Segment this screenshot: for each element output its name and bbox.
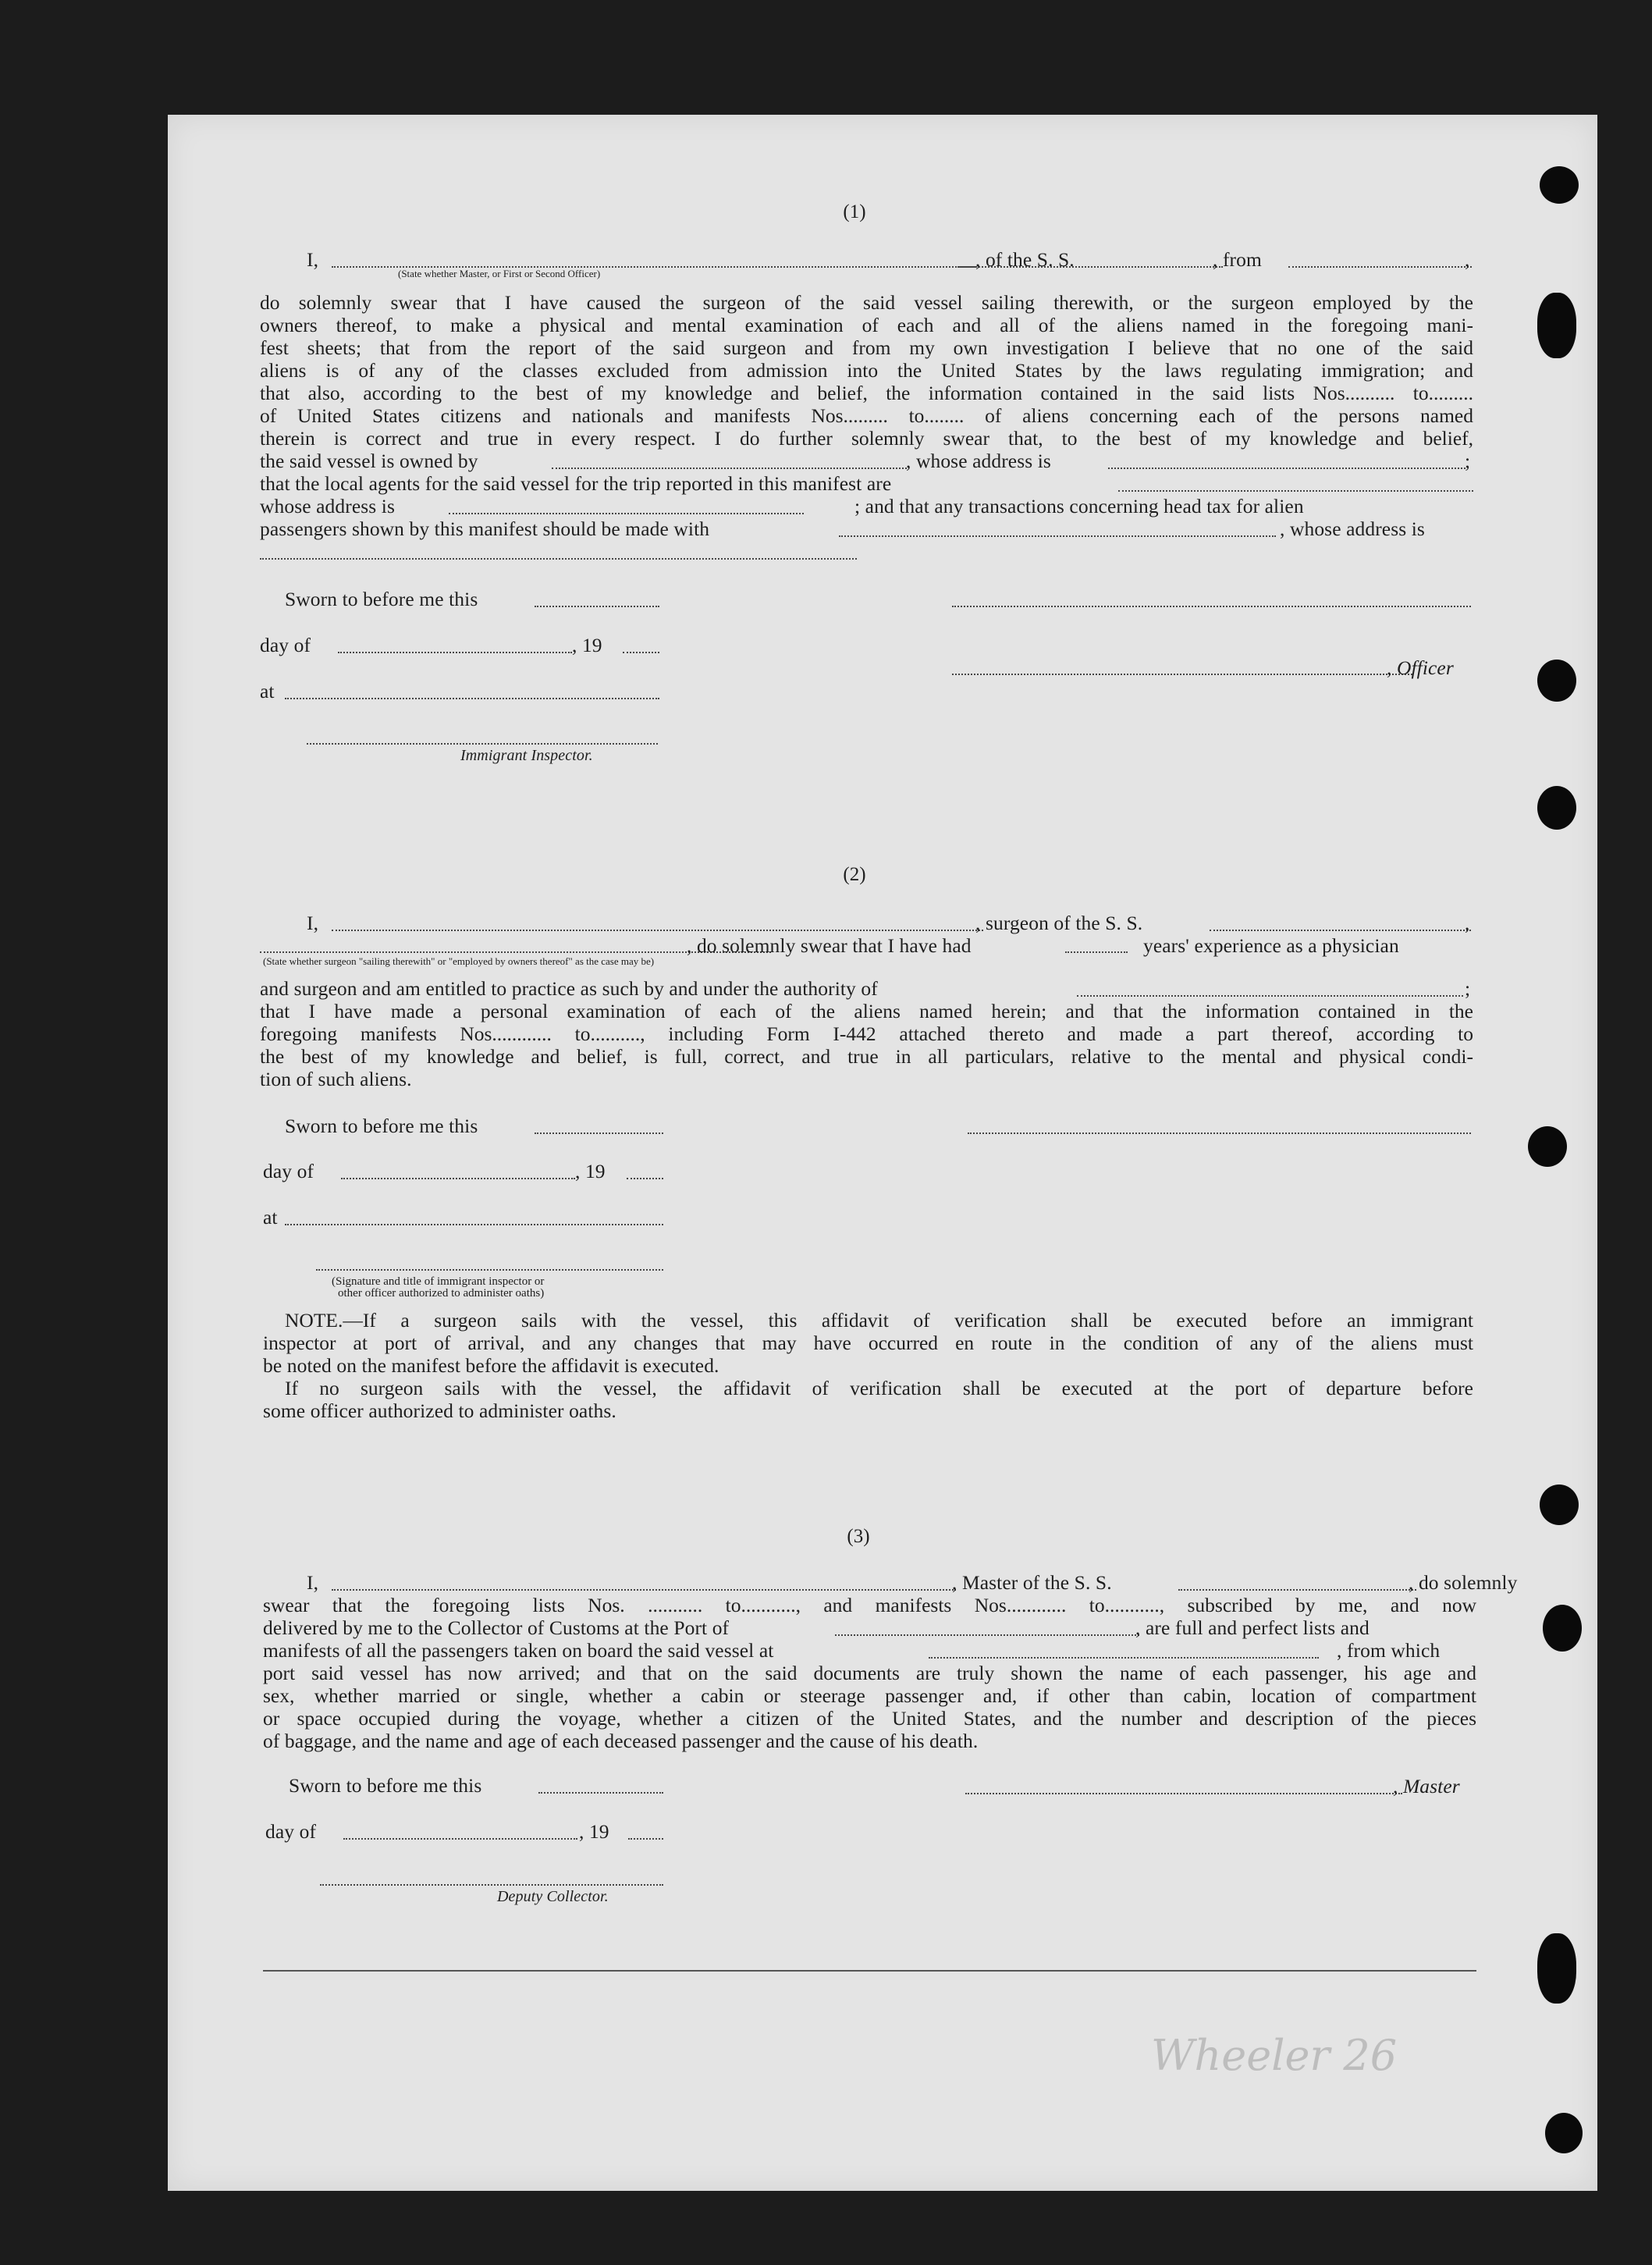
s3-month-field[interactable] xyxy=(343,1838,577,1840)
s1-year-field[interactable] xyxy=(623,652,659,653)
s3-day-of-label: day of xyxy=(265,1820,317,1843)
binder-hole-7 xyxy=(1543,1605,1582,1652)
s3-sworn-day-field[interactable] xyxy=(538,1792,663,1794)
s2-authority-label: and surgeon and am entitled to practice as such by and under the authority of xyxy=(260,977,878,1000)
s1-owner-field[interactable] xyxy=(552,468,907,469)
s3-master-label: , Master xyxy=(1393,1775,1460,1797)
s3-line-end: , do solemnly xyxy=(1409,1571,1518,1594)
s1-year-label: , 19 xyxy=(572,634,602,656)
binder-hole-9 xyxy=(1545,2113,1583,2153)
s2-para-line-2: that I have made a personal examination of each of the aliens named herein; and that the information contained in the xyxy=(260,1000,1473,1022)
s2-note-line-5: some officer authorized to administer oaths. xyxy=(263,1399,616,1422)
s1-head-tax-label: passengers shown by this manifest should be made with xyxy=(260,517,710,540)
s2-surgeon-of-label: , surgeon of the S. S. xyxy=(975,912,1143,934)
s1-sworn-label: Sworn to before me this xyxy=(285,588,478,610)
s1-owner-address-field[interactable] xyxy=(1108,468,1465,469)
s2-sworn-label: Sworn to before me this xyxy=(285,1115,478,1137)
s1-inspector-label: Immigrant Inspector. xyxy=(460,747,593,764)
s1-head-tax-party-field[interactable] xyxy=(839,535,1276,537)
s1-para-line-4: aliens is of any of the classes excluded from admission into the United States by the laws regulating immigration; and xyxy=(260,359,1473,382)
s3-master-signature-field[interactable] xyxy=(965,1793,1402,1794)
s1-para-line-6: of United States citizens and nationals and manifests Nos......... to........ of aliens concerning each of the persons named xyxy=(260,404,1473,427)
s2-para-line-5: tion of such aliens. xyxy=(260,1068,412,1090)
s1-line-i: I, xyxy=(307,248,319,271)
s3-port-field[interactable] xyxy=(835,1634,1139,1636)
s2-at-label: at xyxy=(263,1206,278,1229)
binder-hole-6 xyxy=(1540,1485,1579,1525)
s1-local-agents-label: that the local agents for the said vessel for the trip reported in this manifest are xyxy=(260,472,892,495)
s1-line-of-ss: , of the S. S. xyxy=(975,248,1075,271)
section-3-heading: (3) xyxy=(847,1526,870,1547)
s3-collector-signature-field[interactable] xyxy=(320,1884,663,1886)
binder-hole-2 xyxy=(1537,293,1576,358)
s1-line-from: , from xyxy=(1213,248,1262,271)
s2-authority-end: ; xyxy=(1465,977,1471,1000)
s1-at-place-field[interactable] xyxy=(285,698,659,699)
s3-para-line-6: or space occupied during the voyage, whether a citizen of the United States, and the number and description of the pieces xyxy=(263,1707,1476,1730)
s2-day-of-label: day of xyxy=(263,1160,314,1182)
s2-month-field[interactable] xyxy=(341,1178,575,1179)
s1-para-line-3: fest sheets; that from the report of the said surgeon and from my own investigation I believe that no one of the said xyxy=(260,336,1473,359)
binder-hole-5 xyxy=(1528,1126,1567,1167)
s3-year-field[interactable] xyxy=(628,1838,663,1840)
s1-month-field[interactable] xyxy=(338,652,572,653)
s2-authority-field[interactable] xyxy=(1077,995,1463,997)
s1-sworn-day-field[interactable] xyxy=(535,606,659,607)
s2-ship-name-field[interactable] xyxy=(1210,930,1471,931)
s2-line-end: , xyxy=(1465,912,1470,934)
binder-hole-1 xyxy=(1540,166,1579,204)
manifest-affidavit-page xyxy=(168,115,1597,2191)
s3-collector-label: Deputy Collector. xyxy=(497,1888,609,1905)
section-2-heading: (2) xyxy=(843,864,866,885)
s3-para-line-4: port said vessel has now arrived; and that on the said documents are truly shown the name of each passenger, his age and xyxy=(263,1662,1476,1684)
s2-surgeon-name-field[interactable] xyxy=(332,930,983,931)
s1-owned-by-label: the said vessel is owned by xyxy=(260,450,478,472)
s3-boarded-text: , from which xyxy=(1337,1639,1441,1662)
s2-at-place-field[interactable] xyxy=(285,1224,663,1225)
s3-master-name-field[interactable] xyxy=(332,1589,956,1591)
bottom-rule xyxy=(263,1970,1476,1972)
s3-para-line-7: of baggage, and the name and age of each deceased passenger and the cause of his death. xyxy=(263,1730,979,1752)
s1-agents-address-field[interactable] xyxy=(449,513,804,514)
s3-port-text: , are full and perfect lists and xyxy=(1135,1616,1370,1639)
s1-para-line-2: owners thereof, to make a physical and mental examination of each and all of the aliens named in the foregoing mani- xyxy=(260,314,1473,336)
s1-from-port-field[interactable] xyxy=(1288,266,1472,268)
s2-para-line-4: the best of my knowledge and belief, is full, correct, and true in all particulars, relative to the mental and physical condi- xyxy=(260,1045,1473,1068)
s2-note-line-2: inspector at port of arrival, and any changes that may have occurred en route in the condition of any of the aliens must xyxy=(263,1332,1473,1354)
s2-sworn-day-field[interactable] xyxy=(535,1132,663,1134)
s2-inspector-signature-field[interactable] xyxy=(316,1269,663,1271)
s2-year-field[interactable] xyxy=(627,1178,663,1179)
s2-note-line-4: If no surgeon sails with the vessel, the affidavit of verification shall be executed at the port of departure before xyxy=(285,1377,1473,1399)
s3-ship-name-field[interactable] xyxy=(1178,1589,1416,1591)
s2-swear-text: , do solemnly swear that I have had xyxy=(687,934,972,957)
s1-head-tax-address-field[interactable] xyxy=(260,558,857,560)
s2-status-note: (State whether surgeon "sailing therewith" or "employed by owners thereof" as the case may be) xyxy=(263,955,655,967)
binder-hole-8 xyxy=(1537,1933,1576,2004)
section-1-heading: (1) xyxy=(843,201,866,222)
s1-agents-address-label: whose address is xyxy=(260,495,395,517)
s3-boarded-port-field[interactable] xyxy=(929,1657,1319,1659)
s1-rank-note: (State whether Master, or First or Second Officer) xyxy=(398,268,601,279)
s1-officer-signature-top[interactable] xyxy=(952,606,1471,607)
s1-day-of-label: day of xyxy=(260,634,311,656)
s1-head-tax-text: ; and that any transactions concerning head tax for alien xyxy=(854,495,1304,517)
s1-para-line-5: that also, according to the best of my knowledge and belief, the information contained in the said lists Nos.......... to......... xyxy=(260,382,1473,404)
s1-para-line-1: do solemnly swear that I have caused the surgeon of the said vessel sailing therewith, or the surgeon employed by the xyxy=(260,291,1473,314)
s1-head-tax-address-label: , whose address is xyxy=(1280,517,1425,540)
s1-owned-end: ; xyxy=(1465,450,1471,472)
s1-at-label: at xyxy=(260,680,275,702)
s3-sworn-label: Sworn to before me this xyxy=(289,1774,482,1797)
s2-years-field[interactable] xyxy=(1065,951,1128,953)
s2-signature-note-2: other officer authorized to administer oaths) xyxy=(338,1287,545,1300)
s3-port-label: delivered by me to the Collector of Customs at the Port of xyxy=(263,1616,730,1639)
s1-line-end: , xyxy=(1465,248,1470,271)
s2-surgeon-signature-field[interactable] xyxy=(968,1132,1471,1134)
s2-note-line-3: be noted on the manifest before the affidavit is executed. xyxy=(263,1354,719,1377)
s2-note-line-1: NOTE.—If a surgeon sails with the vessel, this affidavit of verification shall be executed before an immigrant xyxy=(285,1309,1473,1332)
s1-ship-name-field[interactable] xyxy=(957,266,1223,268)
s2-para-line-3: foregoing manifests Nos............ to.........., including Form I-442 attached thereto and made a part thereof, according to xyxy=(260,1022,1473,1045)
s3-master-of-label: , Master of the S. S. xyxy=(952,1571,1112,1594)
handwritten-note: Wheeler 26 xyxy=(1151,2031,1398,2080)
s3-year-label: , 19 xyxy=(579,1820,609,1843)
s1-local-agents-field[interactable] xyxy=(1118,490,1473,492)
s3-line-i: I, xyxy=(307,1571,319,1594)
s2-year-label: , 19 xyxy=(575,1160,606,1182)
s3-boarded-label: manifests of all the passengers taken on board the said vessel at xyxy=(263,1639,774,1662)
binder-hole-4 xyxy=(1537,786,1576,830)
s1-owner-address-label: , whose address is xyxy=(906,450,1051,472)
s3-para-line-5: sex, whether married or single, whether a cabin or steerage passenger and, if other than cabin, location of compartment xyxy=(263,1684,1476,1707)
s1-officer-label: , Officer xyxy=(1387,656,1454,679)
s1-para-line-7: therein is correct and true in every respect. I do further solemnly swear that, to the best of my knowledge and belief, xyxy=(260,427,1473,450)
binder-hole-3 xyxy=(1537,660,1576,702)
s1-officer-signature-field[interactable] xyxy=(952,674,1412,675)
s2-signature-note-1: (Signature and title of immigrant inspector or xyxy=(332,1275,545,1288)
s3-para-line-1: swear that the foregoing lists Nos. ........... to..........., and manifests Nos............ to..........., subscribed by me, and now xyxy=(263,1594,1476,1616)
s2-years-text: years' experience as a physician xyxy=(1143,934,1399,957)
s2-line-i: I, xyxy=(307,912,319,934)
